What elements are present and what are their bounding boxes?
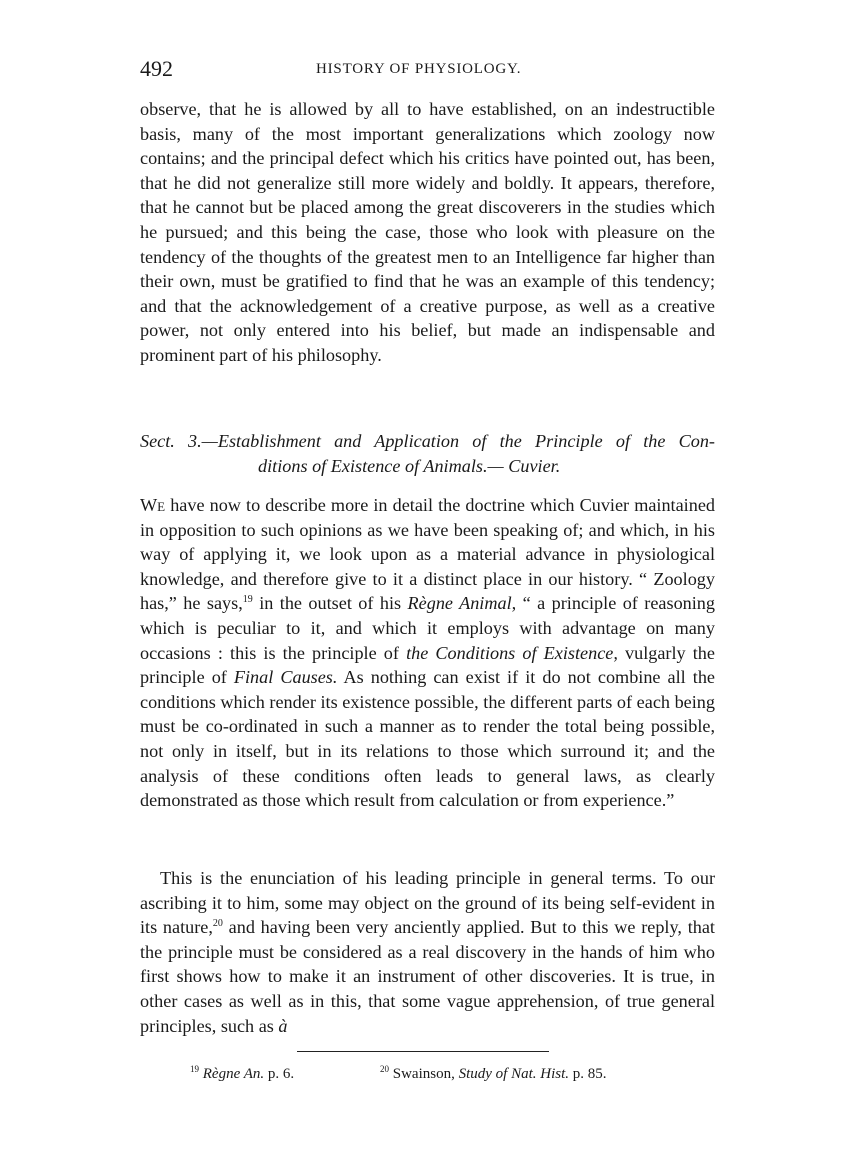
section-heading bbox=[140, 429, 715, 478]
section-label: Sect. 3. bbox=[140, 431, 202, 451]
footnote-19 bbox=[190, 1066, 294, 1083]
footnote-ref-20[interactable]: 20 bbox=[212, 918, 223, 930]
paragraph-3-text: and having been very anciently applied. But to this we reply, that the principle must be considered as a real discovery in the hands of him who first shows how to make it an instrument of other discoveries. It is true, in other cases as well as in this, that some vague apprehension, of true general principles, such as bbox=[140, 917, 715, 1036]
paragraph-2-text: As nothing can exist if it do not combine all the conditions which render its existence possible, the different parts of each being must be co-ordinated in such a manner as to render the total being possible, not only in itself, but in its relations to those which surround it; and the analysis of these conditions often leads to general laws, as clearly demonstrated as those which result from calculation or from experience.” bbox=[140, 667, 715, 811]
footnote-number: 19 bbox=[190, 1064, 199, 1074]
section-heading-line-1 bbox=[140, 429, 715, 454]
footnote-text: p. 6. bbox=[264, 1066, 295, 1082]
footnote-text: Swainson, bbox=[389, 1066, 459, 1082]
footnote-title: Règne An. bbox=[202, 1066, 265, 1082]
dropcap-word: We bbox=[140, 495, 166, 515]
footnote-rule bbox=[297, 1051, 549, 1052]
paragraph-2-text: in the outset of his bbox=[252, 593, 408, 614]
emphasis: Final Causes. bbox=[233, 667, 338, 688]
paragraph-1: observe, that he is allowed by all to have established, on an indestructible basis, many of the most important generalizations which zoology now contains; and the principal defect which his critics have pointed out, has been, that he did not generalize still more widely and boldly. It appears, therefore, that he cannot but be placed among the great discoverers in the studies which he pursued; and this being the case, those who look with pleasure on the tendency of the thoughts of the greatest men to an Intelligence far higher than their own, must be gratified to find that he was an example of this tendency; and that the acknowledgement of a creative purpose, as well as a creative power, not only entered into his belief, but made an indispensable and prominent part of his philosophy. bbox=[140, 99, 715, 365]
page-header bbox=[140, 56, 715, 86]
footnote-20 bbox=[380, 1066, 607, 1083]
footnote-ref-19[interactable]: 19 bbox=[242, 594, 253, 606]
paragraph-2 bbox=[140, 493, 715, 813]
paragraph-3 bbox=[140, 866, 715, 1038]
paragraph-2-text: have now to describe more in detail the doctrine which Cuvier maintained in opposition to such opinions as we have been speaking of; and which, in his way of applying it, we look upon as a material advance in physiological knowledge, and therefore give to it a distinct place in our history. “ Zoology has,” he says, bbox=[140, 495, 715, 614]
page-number: 492 bbox=[140, 56, 173, 81]
paragraph-3-end: à bbox=[278, 1015, 288, 1036]
footnote-title: Study of Nat. Hist. bbox=[458, 1066, 570, 1082]
paragraph-3-text: This is the enunciation of his leading principle in general terms. To our ascribing it to him, some may object on the ground of its being self-evident in its nature, bbox=[140, 868, 715, 938]
footnote-number: 20 bbox=[380, 1064, 389, 1074]
section-heading-line-2 bbox=[140, 454, 715, 479]
emphasis: the Conditions of Existence, bbox=[406, 642, 618, 663]
paragraph-2-text: vulgarly the principle of bbox=[140, 642, 715, 688]
work-title: Règne Animal, bbox=[407, 593, 517, 614]
section-title-part-2: ditions of Existence of Animals.— Cuvier. bbox=[258, 455, 561, 476]
paragraph-2-text: “ a principle of reasoning which is peculiar to it, and which it employs with advantage on many occasions : this is the principle of bbox=[140, 593, 715, 663]
section-title-part-1: —Establishment and Application of the Principle of the Con- bbox=[201, 431, 715, 451]
running-head: HISTORY OF PHYSIOLOGY. bbox=[316, 61, 522, 77]
footnote-text: p. 85. bbox=[569, 1066, 607, 1082]
